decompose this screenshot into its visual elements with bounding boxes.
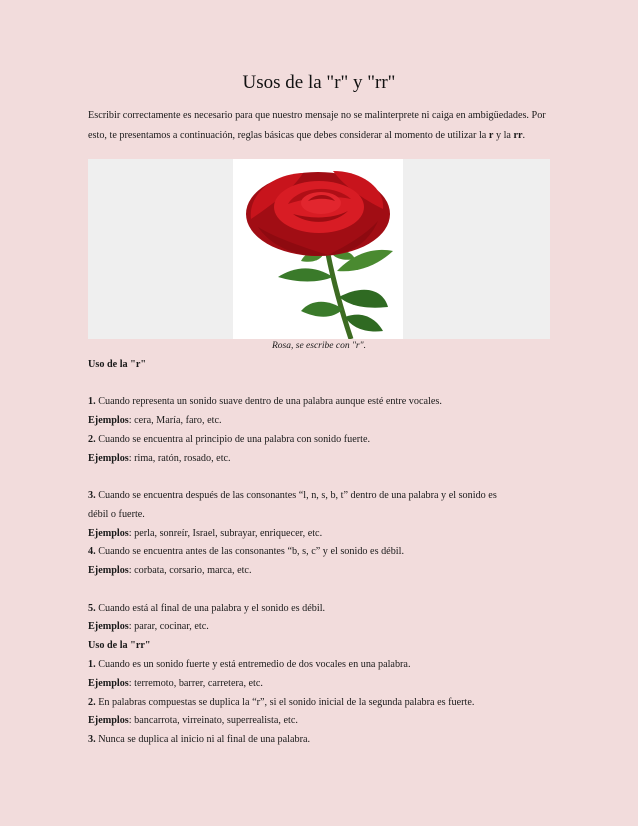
examples-label: Ejemplos <box>88 415 129 426</box>
section-r-heading: Uso de la "r" <box>88 359 147 370</box>
intro-letter-rr: rr <box>513 129 523 141</box>
rule-text: Cuando está al final de una palabra y el sonido es débil. <box>95 603 326 614</box>
section-rr-heading: Uso de la "rr" <box>88 640 151 651</box>
rule-text: En palabras compuestas se duplica la “r”, si el sonido inicial de la segunda palabra es fuerte. <box>95 697 475 708</box>
examples-label: Ejemplos <box>88 678 129 689</box>
examples-label: Ejemplos <box>88 565 129 576</box>
examples-text: : cera, María, faro, etc. <box>128 415 222 426</box>
rule-text: Cuando se encuentra antes de las consonantes “b, s, c” y el sonido es débil. <box>95 546 405 557</box>
image-band <box>88 159 550 339</box>
rule-r-1 <box>88 396 558 407</box>
rule-r-4 <box>88 546 558 557</box>
examples-text: : rima, ratón, rosado, etc. <box>128 453 231 464</box>
page-title: Usos de la "r" y "rr" <box>242 72 396 93</box>
rule-text: Cuando representa un sonido suave dentro de una palabra aunque esté entre vocales. <box>95 396 442 407</box>
rule-number: 2. <box>88 697 96 708</box>
image-caption: Rosa, se escribe con "r". <box>272 341 366 351</box>
rule-text: Cuando se encuentra al principio de una palabra con sonido fuerte. <box>95 434 371 445</box>
examples-text: : parar, cocinar, etc. <box>128 621 209 632</box>
rose-illustration <box>233 159 403 339</box>
intro-letter-r: r <box>488 129 494 141</box>
rose-image <box>233 159 403 339</box>
intro-end: . <box>522 129 526 141</box>
examples-r-2 <box>88 453 558 464</box>
examples-r-3 <box>88 528 558 539</box>
intro-paragraph <box>88 106 558 145</box>
examples-rr-1 <box>88 678 558 689</box>
rule-rr-1 <box>88 659 558 670</box>
rule-number: 5. <box>88 603 96 614</box>
examples-label: Ejemplos <box>88 621 129 632</box>
rule-number: 1. <box>88 396 96 407</box>
intro-connector: y la <box>493 129 514 141</box>
rule-number: 3. <box>88 734 96 745</box>
intro-text: Escribir correctamente es necesario para que nuestro mensaje no se malinterprete ni caiga en ambigüedades. Por esto, te presentamos a continuación, reglas básicas que debes considerar al momento de utilizar la <box>88 110 546 141</box>
examples-r-4 <box>88 565 558 576</box>
rule-rr-3 <box>88 734 558 745</box>
examples-label: Ejemplos <box>88 453 129 464</box>
examples-label: Ejemplos <box>88 528 129 539</box>
rule-text: Cuando es un sonido fuerte y está entremedio de dos vocales en una palabra. <box>95 659 411 670</box>
examples-r-5 <box>88 621 558 632</box>
rule-number: 3. <box>88 490 96 501</box>
rule-number: 2. <box>88 434 96 445</box>
rule-r-3 <box>88 490 558 501</box>
rule-r-3-cont: débil o fuerte. <box>88 509 145 520</box>
rule-rr-2 <box>88 697 558 708</box>
rule-number: 4. <box>88 546 96 557</box>
rule-r-5 <box>88 603 558 614</box>
rule-text: Nunca se duplica al inicio ni al final de una palabra. <box>95 734 311 745</box>
examples-label: Ejemplos <box>88 715 129 726</box>
examples-text: : bancarrota, virreinato, superrealista, etc. <box>128 715 298 726</box>
examples-text: : terremoto, barrer, carretera, etc. <box>128 678 263 689</box>
rule-r-2 <box>88 434 558 445</box>
rule-number: 1. <box>88 659 96 670</box>
rule-text: Cuando se encuentra después de las consonantes “l, n, s, b, t” dentro de una palabra y el sonido es <box>95 490 497 501</box>
examples-r-1 <box>88 415 558 426</box>
examples-text: : perla, sonreír, Israel, subrayar, enriquecer, etc. <box>128 528 323 539</box>
examples-rr-2 <box>88 715 558 726</box>
examples-text: : corbata, corsario, marca, etc. <box>128 565 252 576</box>
